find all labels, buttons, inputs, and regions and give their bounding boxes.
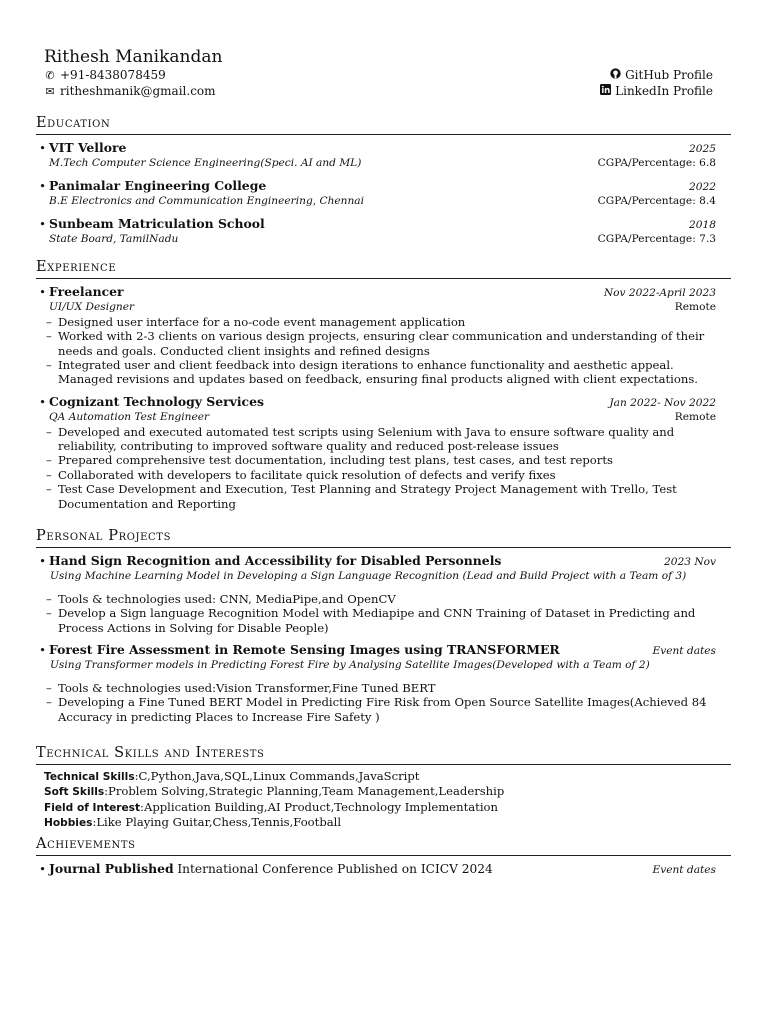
bullet: •: [39, 554, 46, 568]
education-entry: [36, 141, 731, 171]
job-role: UI/UX Designer: [49, 301, 135, 314]
phone-number: +91-8438078459: [60, 68, 166, 82]
project-detail-list: [36, 681, 731, 724]
list-item: – Developing a Fine Tuned BERT Model in Predicting Fire Risk from Open Source Satellite Images(Achieved 84 Accuracy in predicting Places to Increase Fire Safety ): [46, 695, 707, 724]
project-name: Forest Fire Assessment in Remote Sensing Images using TRANSFORMER: [49, 642, 560, 658]
bullet: •: [39, 394, 46, 409]
skill-row: Field of Interest:Application Building,AI Product,Technology Implementation: [44, 799, 498, 814]
github-label[interactable]: GitHub Profile: [625, 68, 713, 82]
experience-entry: [36, 395, 731, 511]
envelope-icon: ✉: [45, 85, 55, 98]
project-entry: [36, 643, 731, 724]
github-icon: [609, 68, 621, 84]
experience-dates: Jan 2022- Nov 2022: [609, 396, 716, 409]
score: CGPA/Percentage: 8.4: [597, 195, 716, 208]
list-item: – Collaborated with developers to facilitate quick resolution of defects and verify fixes: [46, 467, 556, 482]
bullet: •: [39, 216, 46, 231]
job-location: Remote: [674, 301, 716, 314]
degree: State Board, TamilNadu: [49, 233, 179, 246]
bullet: •: [39, 285, 46, 299]
project-dates: 2023 Nov: [664, 556, 716, 568]
email-line[interactable]: [44, 83, 216, 100]
achievement-label: Journal Published: [49, 861, 174, 876]
skill-row: Technical Skills:C,Python,Java,SQL,Linux Commands,JavaScript: [44, 769, 420, 783]
skill-row: Soft Skills:Problem Solving,Strategic Planning,Team Management,Leadership: [44, 784, 505, 799]
list-item: – Worked with 2-3 clients on various design projects, ensuring clear communication and understanding of their needs and goals. Conducted client insights and refined designs: [46, 329, 705, 358]
education-section: [36, 115, 731, 246]
experience-section: [36, 259, 731, 511]
list-item: – Develop a Sign language Recognition Model with Mediapipe and CNN Training of Dataset in Predicting and Process Actions in Solving for Disable People): [46, 606, 696, 635]
degree: B.E Electronics and Communication Engineering, Chennai: [49, 195, 365, 208]
score: CGPA/Percentage: 7.3: [597, 233, 716, 246]
school-name: VIT Vellore: [49, 140, 127, 155]
education-year: 2025: [689, 143, 716, 155]
skill-row: Hobbies:Like Playing Guitar,Chess,Tennis,Football: [44, 815, 342, 830]
section-title-achievements: Achievements: [36, 836, 731, 856]
achievement-entry: [36, 862, 731, 877]
section-title-projects: Personal Projects: [36, 528, 731, 548]
list-item: – Prepared comprehensive test documentation, including test plans, test cases, and test reports: [46, 453, 613, 468]
company-name: Cognizant Technology Services: [49, 393, 264, 409]
candidate-name: Rithesh Manikandan: [44, 47, 223, 67]
project-description: Using Transformer models in Predicting Forest Fire by Analysing Satellite Images(Developed with a Team of 2): [50, 659, 650, 672]
experience-entry: [36, 285, 731, 387]
school-name: Panimalar Engineering College: [49, 177, 267, 193]
education-entry: [36, 217, 731, 247]
education-entry: [36, 179, 731, 209]
section-title-experience: Experience: [36, 259, 731, 279]
achievement-dates: Event dates: [652, 864, 716, 876]
education-year: 2022: [689, 180, 716, 193]
bullet: •: [39, 862, 46, 876]
email-address[interactable]: ritheshmanik@gmail.com: [60, 84, 216, 98]
bullet: •: [39, 141, 46, 155]
project-description: Using Machine Learning Model in Developing a Sign Language Recognition (Lead and Build Project with a Team of 3): [50, 570, 687, 583]
company-name: Freelancer: [49, 284, 124, 299]
job-role: QA Automation Test Engineer: [49, 411, 210, 424]
achievements-section: [36, 836, 731, 877]
list-item: – Integrated user and client feedback into design iterations to enhance functionality and aesthetic appeal. Managed revisions and updates based on feedback, ensuring final products aligned with client expectations.: [46, 358, 698, 387]
education-year: 2018: [689, 218, 716, 231]
projects-section: [36, 528, 731, 724]
phone-line: [44, 67, 166, 84]
degree: M.Tech Computer Science Engineering(Speci. AI and ML): [49, 157, 362, 170]
section-title-education: Education: [36, 115, 731, 135]
linkedin-icon: [599, 84, 611, 100]
responsibility-list: [36, 425, 731, 511]
linkedin-label[interactable]: LinkedIn Profile: [615, 84, 713, 98]
achievement-text: International Conference Published on ICICV 2024: [177, 862, 493, 876]
project-entry: [36, 554, 731, 635]
list-item: – Tools & technologies used: CNN, MediaPipe,and OpenCV: [46, 591, 396, 606]
project-name: Hand Sign Recognition and Accessibility for Disabled Personnels: [49, 553, 502, 568]
school-name: Sunbeam Matriculation School: [49, 215, 265, 231]
skills-section: [36, 745, 731, 831]
list-item: – Developed and executed automated test scripts using Selenium with Java to ensure software quality and reliability, contributing to improved software quality and reduced post-release issues: [46, 424, 675, 454]
github-link[interactable]: [609, 67, 713, 84]
bullet: •: [39, 178, 46, 193]
list-item: – Test Case Development and Execution, Test Planning and Strategy Project Management with Trello, Test Documentation and Reporting: [46, 482, 677, 511]
list-item: – Designed user interface for a no-code event management application: [46, 314, 466, 329]
bullet: •: [39, 643, 46, 658]
score: CGPA/Percentage: 6.8: [597, 157, 716, 170]
experience-dates: Nov 2022-April 2023: [603, 287, 716, 299]
phone-icon: ✆: [45, 69, 55, 82]
linkedin-link[interactable]: [599, 83, 713, 100]
project-detail-list: [36, 592, 731, 635]
job-location: Remote: [674, 411, 716, 424]
responsibility-list: [36, 315, 731, 387]
list-item: – Tools & technologies used:Vision Transformer,Fine Tuned BERT: [46, 680, 436, 695]
project-dates: Event dates: [652, 645, 716, 658]
section-title-skills: Technical Skills and Interests: [36, 745, 731, 765]
